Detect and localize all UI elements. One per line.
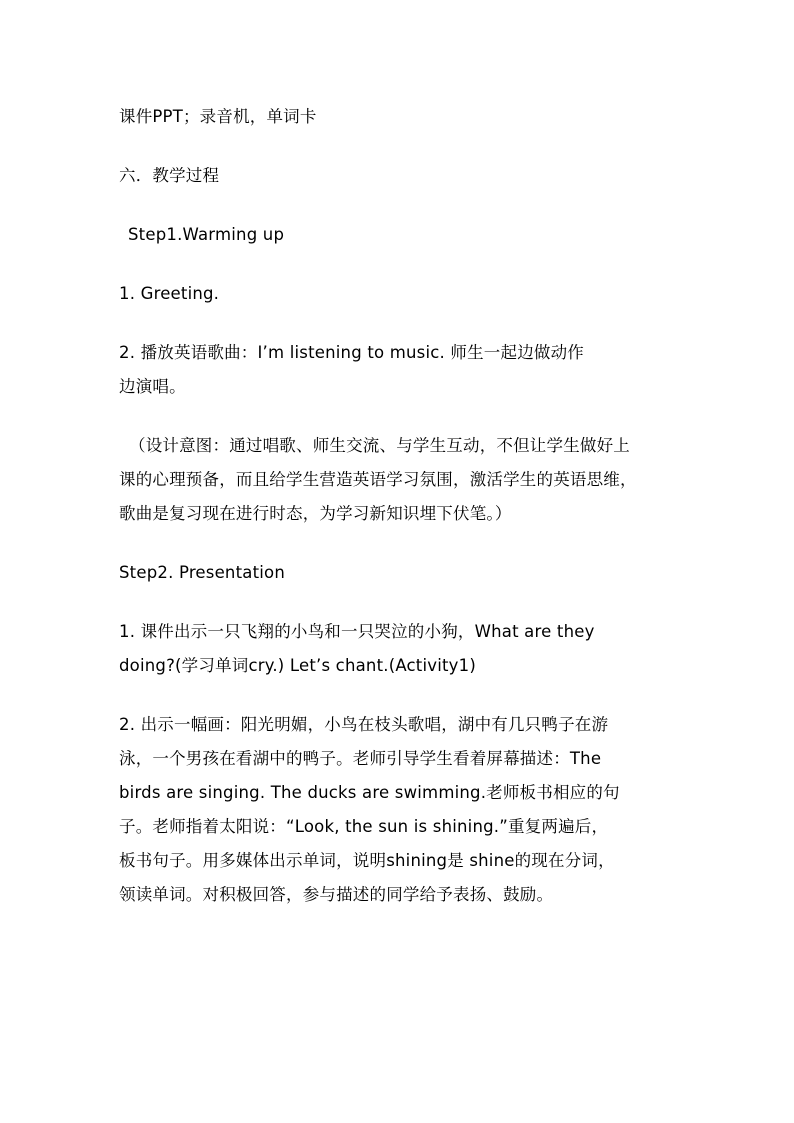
materials-paragraph bbox=[119, 100, 684, 134]
document-body bbox=[119, 100, 684, 937]
text-line: 边演唱。 bbox=[119, 377, 186, 396]
text-line: doing?(学习单词cry.) Let’s chant.(Activity1) bbox=[119, 656, 476, 675]
text-line: （设计意图：通过唱歌、师生交流、与学生互动，不但让学生做好上 bbox=[129, 436, 630, 455]
text-line: 2. 播放英语歌曲：I’m listening to music. 师生一起边做动作 bbox=[119, 343, 585, 362]
step1-item-song bbox=[119, 336, 684, 404]
text-line: 六．教学过程 bbox=[119, 166, 220, 185]
text-line: Step2. Presentation bbox=[119, 563, 285, 582]
text-line: 课件PPT；录音机，单词卡 bbox=[119, 107, 317, 126]
text-line: 1. Greeting. bbox=[119, 284, 220, 303]
text-line: 课的心理预备，而且给学生营造英语学习氛围，激活学生的英语思维， bbox=[119, 470, 637, 489]
text-line: 泳，一个男孩在看湖中的鸭子。老师引导学生看着屏幕描述：The bbox=[119, 749, 602, 768]
step1-item-greeting bbox=[119, 277, 684, 311]
text-line: 2. 出示一幅画：阳光明媚，小鸟在枝头歌唱，湖中有几只鸭子在游 bbox=[119, 715, 609, 734]
text-line: 歌曲是复习现在进行时态，为学习新知识埋下伏笔。） bbox=[119, 504, 512, 523]
step1-heading bbox=[119, 218, 684, 252]
text-line: 板书句子。用多媒体出示单词，说明shining是 shine的现在分词， bbox=[119, 851, 615, 870]
design-intent-paragraph bbox=[119, 429, 684, 531]
text-line: Step1.Warming up bbox=[128, 225, 285, 244]
step2-heading bbox=[119, 556, 684, 590]
step2-item-picture bbox=[119, 708, 684, 912]
text-line: birds are singing. The ducks are swimming.老师板书相应的句 bbox=[119, 783, 620, 802]
section-heading-teaching-process bbox=[119, 159, 684, 193]
text-line: 子。老师指着太阳说：“Look, the sun is shining.”重复两遍后， bbox=[119, 817, 609, 836]
text-line: 领读单词。对积极回答，参与描述的同学给予表扬、鼓励。 bbox=[119, 885, 554, 904]
step2-item-bird-dog bbox=[119, 615, 684, 683]
text-line: 1. 课件出示一只飞翔的小鸟和一只哭泣的小狗，What are they bbox=[119, 622, 595, 641]
